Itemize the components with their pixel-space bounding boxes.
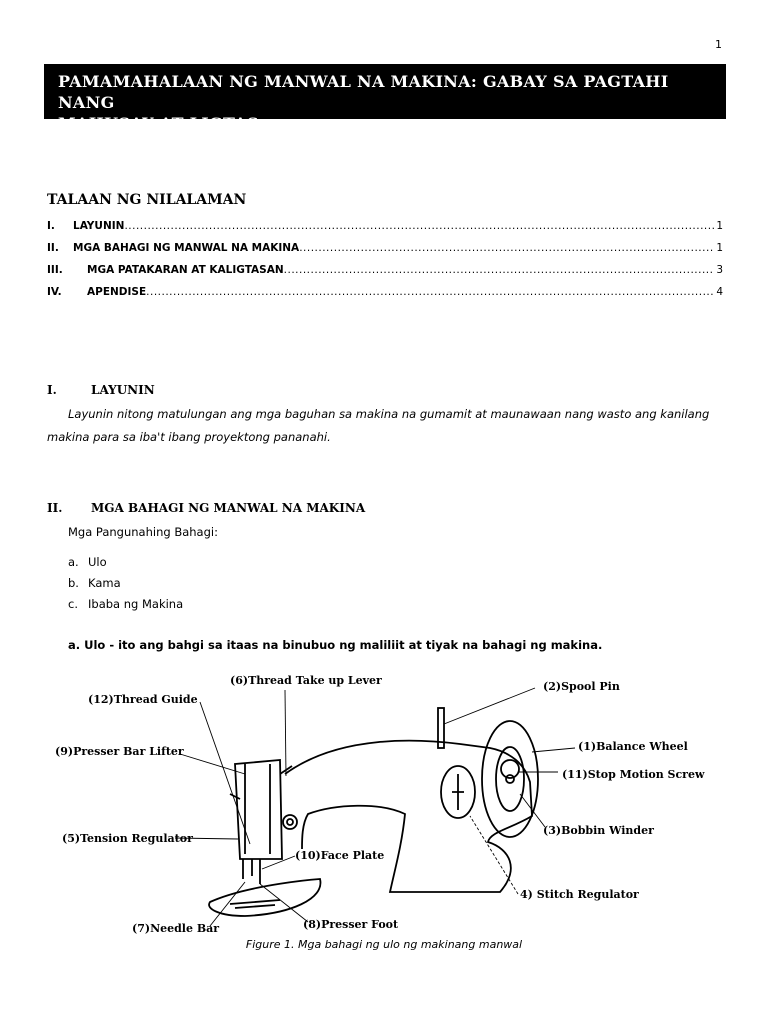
toc-leader-dots xyxy=(146,286,714,298)
list-marker: b. xyxy=(68,576,79,590)
toc-entry-label: MGA PATAKARAN AT KALIGTASAN xyxy=(87,264,284,276)
list-label: Ulo xyxy=(88,555,107,569)
toc-entry-page: 1 xyxy=(716,220,723,232)
label-balance-wheel: (1)Balance Wheel xyxy=(578,740,688,753)
toc-entry-number: I. xyxy=(47,220,55,232)
toc-entry-number: III. xyxy=(47,264,63,276)
toc-entry-number: II. xyxy=(47,242,59,254)
table-of-contents xyxy=(47,220,723,308)
toc-leader-dots xyxy=(284,264,715,276)
toc-entry-page: 1 xyxy=(716,242,723,254)
page-number: 1 xyxy=(715,38,722,51)
section-2-heading xyxy=(47,501,365,515)
label-bobbin-winder: (3)Bobbin Winder xyxy=(543,824,654,837)
section-1-text: Layunin nitong matulungan ang mga baguhan sa makina na gumamit at maunawaan nang wasto ang kanilang makina para sa iba't ibang proyektong pananahi. xyxy=(47,407,710,444)
toc-entry-label: MGA BAHAGI NG MANWAL NA MAKINA xyxy=(73,242,300,254)
section-number: II. xyxy=(47,501,63,515)
label-stitch-regulator: 4) Stitch Regulator xyxy=(520,888,639,901)
list-marker: a. xyxy=(68,555,79,569)
toc-entry-label: LAYUNIN xyxy=(73,220,125,232)
toc-entry-apendise[interactable] xyxy=(47,286,723,308)
list-label: Ibaba ng Makina xyxy=(88,597,184,611)
label-thread-guide: (12)Thread Guide xyxy=(88,693,198,706)
label-presser-foot: (8)Presser Foot xyxy=(303,918,399,931)
figure-caption: Figure 1. Mga bahagi ng ulo ng makinang manwal xyxy=(245,938,523,951)
label-spool-pin: (2)Spool Pin xyxy=(543,680,620,693)
label-thread-take-up-lever: (6)Thread Take up Lever xyxy=(230,674,382,687)
section-title: LAYUNIN xyxy=(91,383,155,397)
toc-entry-mga-bahagi[interactable] xyxy=(47,242,723,264)
section-number: I. xyxy=(47,383,57,397)
label-tension-regulator: (5)Tension Regulator xyxy=(62,832,193,845)
machine-drawing xyxy=(209,708,538,916)
toc-entry-page: 4 xyxy=(716,286,723,298)
list-item xyxy=(68,573,183,594)
toc-leader-dots xyxy=(124,220,714,232)
toc-entry-number: IV. xyxy=(47,286,62,298)
list-label: Kama xyxy=(88,576,121,590)
section-1-heading xyxy=(47,383,155,397)
label-stop-motion-screw: (11)Stop Motion Screw xyxy=(562,768,705,781)
list-marker: c. xyxy=(68,597,78,611)
title-line-1: PAMAMAHALAAN NG MANWAL NA MAKINA: GABAY SA PAGTAHI NANG xyxy=(58,72,669,112)
label-needle-bar: (7)Needle Bar xyxy=(132,922,220,935)
list-item xyxy=(68,552,183,573)
toc-entry-label: APENDISE xyxy=(87,286,147,298)
label-face-plate: (10)Face Plate xyxy=(295,849,385,862)
title-line-2: MAHUSAY AT LIGTAS xyxy=(58,114,259,133)
toc-entry-patakaran[interactable] xyxy=(47,264,723,286)
toc-entry-page: 3 xyxy=(716,264,723,276)
document-title xyxy=(44,64,726,133)
toc-leader-dots xyxy=(299,242,714,254)
main-parts-list xyxy=(68,552,183,615)
toc-heading: TALAAN NG NILALAMAN xyxy=(47,192,247,208)
diagram-labels xyxy=(55,674,705,935)
label-presser-bar-lifter: (9)Presser Bar Lifter xyxy=(55,745,184,758)
parts-intro: Mga Pangunahing Bahagi: xyxy=(68,525,218,539)
ulo-subheading: a. Ulo - ito ang bahgi sa itaas na binubuo ng maliliit at tiyak na bahagi ng makina. xyxy=(68,638,603,652)
sewing-machine-diagram xyxy=(40,664,740,946)
toc-entry-layunin[interactable] xyxy=(47,220,723,242)
section-title: MGA BAHAGI NG MANWAL NA MAKINA xyxy=(91,501,366,515)
list-item xyxy=(68,594,183,615)
